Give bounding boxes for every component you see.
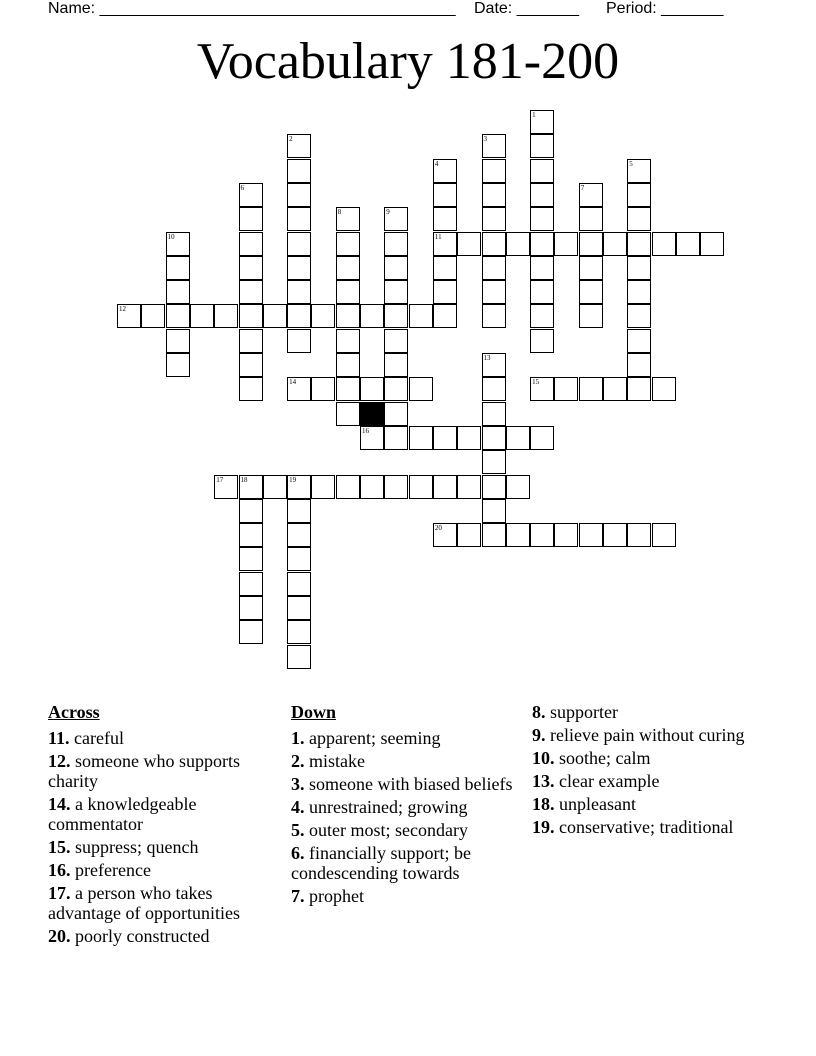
across-heading: Across bbox=[48, 702, 100, 722]
grid-cell[interactable] bbox=[627, 523, 651, 547]
grid-cell[interactable] bbox=[482, 353, 506, 377]
clue-item bbox=[291, 751, 527, 771]
clue-number: 20 bbox=[434, 524, 442, 533]
clue-item bbox=[532, 748, 768, 768]
grid-cell[interactable] bbox=[433, 304, 457, 328]
grid-cell[interactable] bbox=[652, 232, 676, 256]
down-heading: Down bbox=[291, 702, 337, 722]
clue-number-label: 9. bbox=[532, 725, 546, 745]
grid-cell[interactable] bbox=[239, 232, 263, 256]
grid-cell[interactable] bbox=[214, 475, 238, 499]
name-field[interactable]: Name: ________________________________________ bbox=[48, 0, 456, 17]
clue-number: 14 bbox=[289, 378, 297, 387]
grid-cell[interactable] bbox=[239, 329, 263, 353]
grid-cell[interactable] bbox=[457, 426, 481, 450]
grid-cell[interactable] bbox=[482, 232, 506, 256]
grid-cell[interactable] bbox=[239, 280, 263, 304]
grid-cell[interactable] bbox=[676, 232, 700, 256]
clue-number-label: 8. bbox=[532, 702, 546, 722]
grid-cell[interactable] bbox=[627, 329, 651, 353]
clue-number: 19 bbox=[289, 475, 297, 484]
clue-number: 5 bbox=[629, 159, 633, 168]
grid-cell[interactable] bbox=[287, 645, 311, 669]
date-field[interactable]: Date: _______ bbox=[474, 0, 579, 17]
grid-cell[interactable] bbox=[384, 280, 408, 304]
clue-number: 2 bbox=[289, 135, 293, 144]
clue-text: supporter bbox=[545, 702, 618, 722]
grid-cell[interactable] bbox=[433, 159, 457, 183]
clue-item bbox=[532, 794, 768, 814]
clue-number-label: 1. bbox=[291, 728, 305, 748]
grid-cell[interactable] bbox=[530, 232, 554, 256]
grid-cell[interactable] bbox=[360, 304, 384, 328]
grid-cell[interactable] bbox=[482, 134, 506, 158]
grid-cell[interactable] bbox=[117, 304, 141, 328]
grid-cell[interactable] bbox=[627, 183, 651, 207]
grid-cell[interactable] bbox=[384, 377, 408, 401]
grid-cell[interactable] bbox=[579, 523, 603, 547]
grid-cell[interactable] bbox=[166, 256, 190, 280]
grid-cell[interactable] bbox=[482, 280, 506, 304]
clue-number-label: 4. bbox=[291, 797, 305, 817]
clue-number: 4 bbox=[434, 159, 439, 168]
grid-cell[interactable] bbox=[433, 426, 457, 450]
grid-cell[interactable] bbox=[287, 207, 311, 231]
grid-cell[interactable] bbox=[239, 620, 263, 644]
grid-cell[interactable] bbox=[603, 523, 627, 547]
grid-cell[interactable] bbox=[482, 523, 506, 547]
grid-cell[interactable] bbox=[409, 426, 433, 450]
grid-cell[interactable] bbox=[482, 183, 506, 207]
grid-cell[interactable] bbox=[603, 377, 627, 401]
clue-item bbox=[48, 926, 284, 946]
grid-cell[interactable] bbox=[433, 256, 457, 280]
grid-cell[interactable] bbox=[482, 499, 506, 523]
grid-cell[interactable] bbox=[457, 523, 481, 547]
grid-cell[interactable] bbox=[433, 207, 457, 231]
grid-cell[interactable] bbox=[554, 523, 578, 547]
grid-cell[interactable] bbox=[530, 523, 554, 547]
clue-item bbox=[291, 728, 527, 748]
grid-cell[interactable] bbox=[409, 377, 433, 401]
grid-cell[interactable] bbox=[287, 304, 311, 328]
clue-item bbox=[48, 728, 284, 748]
grid-cell[interactable] bbox=[239, 256, 263, 280]
grid-cell[interactable] bbox=[482, 377, 506, 401]
clue-number-label: 12. bbox=[48, 751, 71, 771]
clue-number-label: 14. bbox=[48, 794, 71, 814]
clue-item bbox=[291, 797, 527, 817]
clue-text: soothe; calm bbox=[554, 748, 651, 768]
grid-cell[interactable] bbox=[700, 232, 724, 256]
grid-cell[interactable] bbox=[579, 183, 603, 207]
grid-cell[interactable] bbox=[360, 377, 384, 401]
grid-cell[interactable] bbox=[530, 377, 554, 401]
clue-item bbox=[48, 837, 284, 857]
grid-cell[interactable] bbox=[166, 280, 190, 304]
clue-text: unpleasant bbox=[554, 794, 636, 814]
grid-cell[interactable] bbox=[360, 426, 384, 450]
grid-cell[interactable] bbox=[336, 377, 360, 401]
grid-cell[interactable] bbox=[239, 183, 263, 207]
grid-cell[interactable] bbox=[506, 426, 530, 450]
grid-cell[interactable] bbox=[311, 475, 335, 499]
grid-cell[interactable] bbox=[554, 232, 578, 256]
clue-number-label: 11. bbox=[48, 728, 70, 748]
grid-cell[interactable] bbox=[530, 207, 554, 231]
grid-cell[interactable] bbox=[384, 353, 408, 377]
grid-cell[interactable] bbox=[530, 183, 554, 207]
clue-text: a person who takes advantage of opportunities bbox=[48, 883, 240, 923]
grid-cell[interactable] bbox=[652, 377, 676, 401]
clue-text: someone with biased beliefs bbox=[304, 774, 513, 794]
grid-cell[interactable] bbox=[579, 207, 603, 231]
grid-cell[interactable] bbox=[263, 304, 287, 328]
grid-cell[interactable] bbox=[506, 523, 530, 547]
grid-cell[interactable] bbox=[287, 280, 311, 304]
clue-text: financially support; be condescending towards bbox=[291, 843, 471, 883]
grid-cell[interactable] bbox=[239, 547, 263, 571]
grid-cell[interactable] bbox=[433, 232, 457, 256]
grid-cell[interactable] bbox=[190, 304, 214, 328]
grid-cell[interactable] bbox=[336, 232, 360, 256]
clue-text: prophet bbox=[304, 886, 364, 906]
grid-cell[interactable] bbox=[336, 207, 360, 231]
clue-number-label: 3. bbox=[291, 774, 305, 794]
grid-cell[interactable] bbox=[384, 304, 408, 328]
clue-item bbox=[291, 886, 527, 906]
grid-cell[interactable] bbox=[506, 232, 530, 256]
grid-cell[interactable] bbox=[506, 475, 530, 499]
grid-cell[interactable] bbox=[627, 232, 651, 256]
grid-cell[interactable] bbox=[166, 304, 190, 328]
clue-item bbox=[291, 843, 527, 883]
grid-cell[interactable] bbox=[336, 329, 360, 353]
clue-number: 13 bbox=[483, 354, 491, 362]
grid-cell[interactable] bbox=[384, 256, 408, 280]
grid-cell[interactable] bbox=[482, 304, 506, 328]
grid-cell[interactable] bbox=[482, 159, 506, 183]
period-field[interactable]: Period: _______ bbox=[606, 0, 724, 17]
grid-cell[interactable] bbox=[287, 620, 311, 644]
grid-cell[interactable] bbox=[166, 329, 190, 353]
clue-text: clear example bbox=[554, 771, 660, 791]
grid-cell[interactable] bbox=[287, 523, 311, 547]
clue-number-label: 19. bbox=[532, 817, 555, 837]
clue-number-label: 20. bbox=[48, 926, 71, 946]
across-clue-list bbox=[48, 728, 284, 946]
grid-cell[interactable] bbox=[433, 183, 457, 207]
down-clues bbox=[291, 702, 527, 909]
clue-number: 11 bbox=[434, 232, 442, 241]
grid-cell[interactable] bbox=[287, 572, 311, 596]
grid-cell[interactable] bbox=[579, 280, 603, 304]
grid-cell[interactable] bbox=[482, 426, 506, 450]
clue-text: conservative; traditional bbox=[554, 817, 734, 837]
grid-cell[interactable] bbox=[141, 304, 165, 328]
grid-cell[interactable] bbox=[287, 134, 311, 158]
grid-cell[interactable] bbox=[336, 256, 360, 280]
grid-cell[interactable] bbox=[166, 353, 190, 377]
clue-number-label: 2. bbox=[291, 751, 305, 771]
grid-cell[interactable] bbox=[336, 402, 360, 426]
clue-number: 18 bbox=[240, 475, 248, 484]
grid-cell[interactable] bbox=[652, 523, 676, 547]
clue-number: 10 bbox=[167, 232, 175, 241]
grid-cell[interactable] bbox=[336, 280, 360, 304]
clue-number: 12 bbox=[119, 305, 126, 314]
grid-block bbox=[360, 402, 384, 426]
grid-cell[interactable] bbox=[409, 304, 433, 328]
grid-cell[interactable] bbox=[530, 159, 554, 183]
clue-text: a knowledgeable commentator bbox=[48, 794, 197, 834]
clue-number-label: 16. bbox=[48, 860, 71, 880]
grid-cell[interactable] bbox=[530, 329, 554, 353]
clue-item bbox=[48, 883, 284, 923]
clue-text: relieve pain without curing bbox=[545, 725, 745, 745]
grid-cell[interactable] bbox=[457, 475, 481, 499]
clue-text: outer most; secondary bbox=[304, 820, 468, 840]
grid-cell[interactable] bbox=[384, 475, 408, 499]
clue-number: 6 bbox=[240, 183, 244, 192]
grid-cell[interactable] bbox=[579, 377, 603, 401]
grid-cell[interactable] bbox=[627, 207, 651, 231]
grid-cell[interactable] bbox=[433, 280, 457, 304]
grid-cell[interactable] bbox=[287, 377, 311, 401]
clue-number: 17 bbox=[216, 475, 224, 484]
clue-number: 16 bbox=[362, 426, 369, 435]
clue-number-label: 6. bbox=[291, 843, 305, 863]
across-clues bbox=[48, 702, 284, 949]
grid-cell[interactable] bbox=[579, 232, 603, 256]
clue-item bbox=[532, 725, 768, 745]
grid-cell[interactable] bbox=[627, 256, 651, 280]
clue-number: 1 bbox=[532, 111, 536, 119]
grid-cell[interactable] bbox=[530, 426, 554, 450]
grid-cell[interactable] bbox=[239, 523, 263, 547]
grid-cell[interactable] bbox=[166, 232, 190, 256]
clue-number-label: 7. bbox=[291, 886, 305, 906]
grid-cell[interactable] bbox=[287, 547, 311, 571]
down-clue-list-continued bbox=[532, 702, 768, 837]
grid-cell[interactable] bbox=[627, 304, 651, 328]
grid-cell[interactable] bbox=[287, 159, 311, 183]
grid-cell[interactable] bbox=[239, 304, 263, 328]
clue-number: 7 bbox=[580, 183, 585, 192]
clue-text: suppress; quench bbox=[70, 837, 199, 857]
grid-cell[interactable] bbox=[311, 304, 335, 328]
clue-text: mistake bbox=[304, 751, 365, 771]
grid-cell[interactable] bbox=[457, 232, 481, 256]
clue-text: preference bbox=[70, 860, 151, 880]
grid-cell[interactable] bbox=[627, 159, 651, 183]
grid-cell[interactable] bbox=[287, 183, 311, 207]
grid-cell[interactable] bbox=[287, 475, 311, 499]
grid-cell[interactable] bbox=[482, 207, 506, 231]
grid-cell[interactable] bbox=[263, 475, 287, 499]
grid-cell[interactable] bbox=[482, 256, 506, 280]
grid-cell[interactable] bbox=[311, 377, 335, 401]
grid-cell[interactable] bbox=[287, 596, 311, 620]
grid-cell[interactable] bbox=[384, 232, 408, 256]
clue-item bbox=[532, 771, 768, 791]
grid-cell[interactable] bbox=[627, 377, 651, 401]
grid-cell[interactable] bbox=[433, 475, 457, 499]
clue-text: careful bbox=[69, 728, 124, 748]
grid-cell[interactable] bbox=[336, 475, 360, 499]
grid-cell[interactable] bbox=[627, 353, 651, 377]
grid-cell[interactable] bbox=[554, 377, 578, 401]
clue-text: apparent; seeming bbox=[304, 728, 441, 748]
grid-cell[interactable] bbox=[384, 329, 408, 353]
grid-cell[interactable] bbox=[239, 475, 263, 499]
clue-number-label: 5. bbox=[291, 820, 305, 840]
grid-cell[interactable] bbox=[530, 280, 554, 304]
grid-cell[interactable] bbox=[530, 256, 554, 280]
grid-cell[interactable] bbox=[433, 523, 457, 547]
page-title: Vocabulary 181-200 bbox=[196, 33, 620, 90]
clue-item bbox=[48, 751, 284, 791]
grid-cell[interactable] bbox=[336, 353, 360, 377]
grid-cell[interactable] bbox=[530, 304, 554, 328]
clue-number-label: 15. bbox=[48, 837, 71, 857]
grid-cell[interactable] bbox=[579, 256, 603, 280]
grid-cell[interactable] bbox=[579, 304, 603, 328]
grid-cell[interactable] bbox=[239, 207, 263, 231]
grid-cell[interactable] bbox=[530, 134, 554, 158]
grid-cell[interactable] bbox=[239, 377, 263, 401]
clue-item bbox=[532, 817, 768, 837]
grid-cell[interactable] bbox=[239, 353, 263, 377]
grid-cell[interactable] bbox=[530, 110, 554, 134]
grid-cell[interactable] bbox=[482, 450, 506, 474]
grid-cell[interactable] bbox=[603, 232, 627, 256]
clue-text: unrestrained; growing bbox=[304, 797, 468, 817]
grid-cell[interactable] bbox=[287, 499, 311, 523]
grid-cell[interactable] bbox=[384, 402, 408, 426]
grid-cell[interactable] bbox=[287, 329, 311, 353]
clue-number-label: 10. bbox=[532, 748, 555, 768]
clue-number: 9 bbox=[386, 208, 390, 217]
clue-item bbox=[291, 774, 527, 794]
grid-cell[interactable] bbox=[239, 596, 263, 620]
clue-number-label: 17. bbox=[48, 883, 71, 903]
grid-cell[interactable] bbox=[287, 232, 311, 256]
clue-number: 8 bbox=[337, 208, 342, 217]
down-clues-continued bbox=[532, 702, 768, 840]
grid-cell[interactable] bbox=[384, 207, 408, 231]
grid-cell[interactable] bbox=[627, 280, 651, 304]
clue-item bbox=[532, 702, 768, 722]
clue-item bbox=[48, 794, 284, 834]
grid-cell[interactable] bbox=[239, 499, 263, 523]
grid-cell[interactable] bbox=[384, 426, 408, 450]
clue-text: someone who supports charity bbox=[48, 751, 240, 791]
grid-cell[interactable] bbox=[239, 572, 263, 596]
clue-number: 15 bbox=[532, 378, 540, 387]
grid-cell[interactable] bbox=[214, 304, 238, 328]
clue-text: poorly constructed bbox=[70, 926, 210, 946]
clue-number: 3 bbox=[483, 135, 487, 144]
grid-cell[interactable] bbox=[482, 402, 506, 426]
down-clue-list bbox=[291, 728, 527, 906]
grid-cell[interactable] bbox=[360, 475, 384, 499]
clue-item bbox=[48, 860, 284, 880]
grid-cell[interactable] bbox=[482, 475, 506, 499]
grid-cell[interactable] bbox=[336, 304, 360, 328]
clue-item bbox=[291, 820, 527, 840]
grid-cell[interactable] bbox=[287, 256, 311, 280]
clue-number-label: 18. bbox=[532, 794, 555, 814]
clue-number-label: 13. bbox=[532, 771, 555, 791]
grid-cell[interactable] bbox=[409, 475, 433, 499]
